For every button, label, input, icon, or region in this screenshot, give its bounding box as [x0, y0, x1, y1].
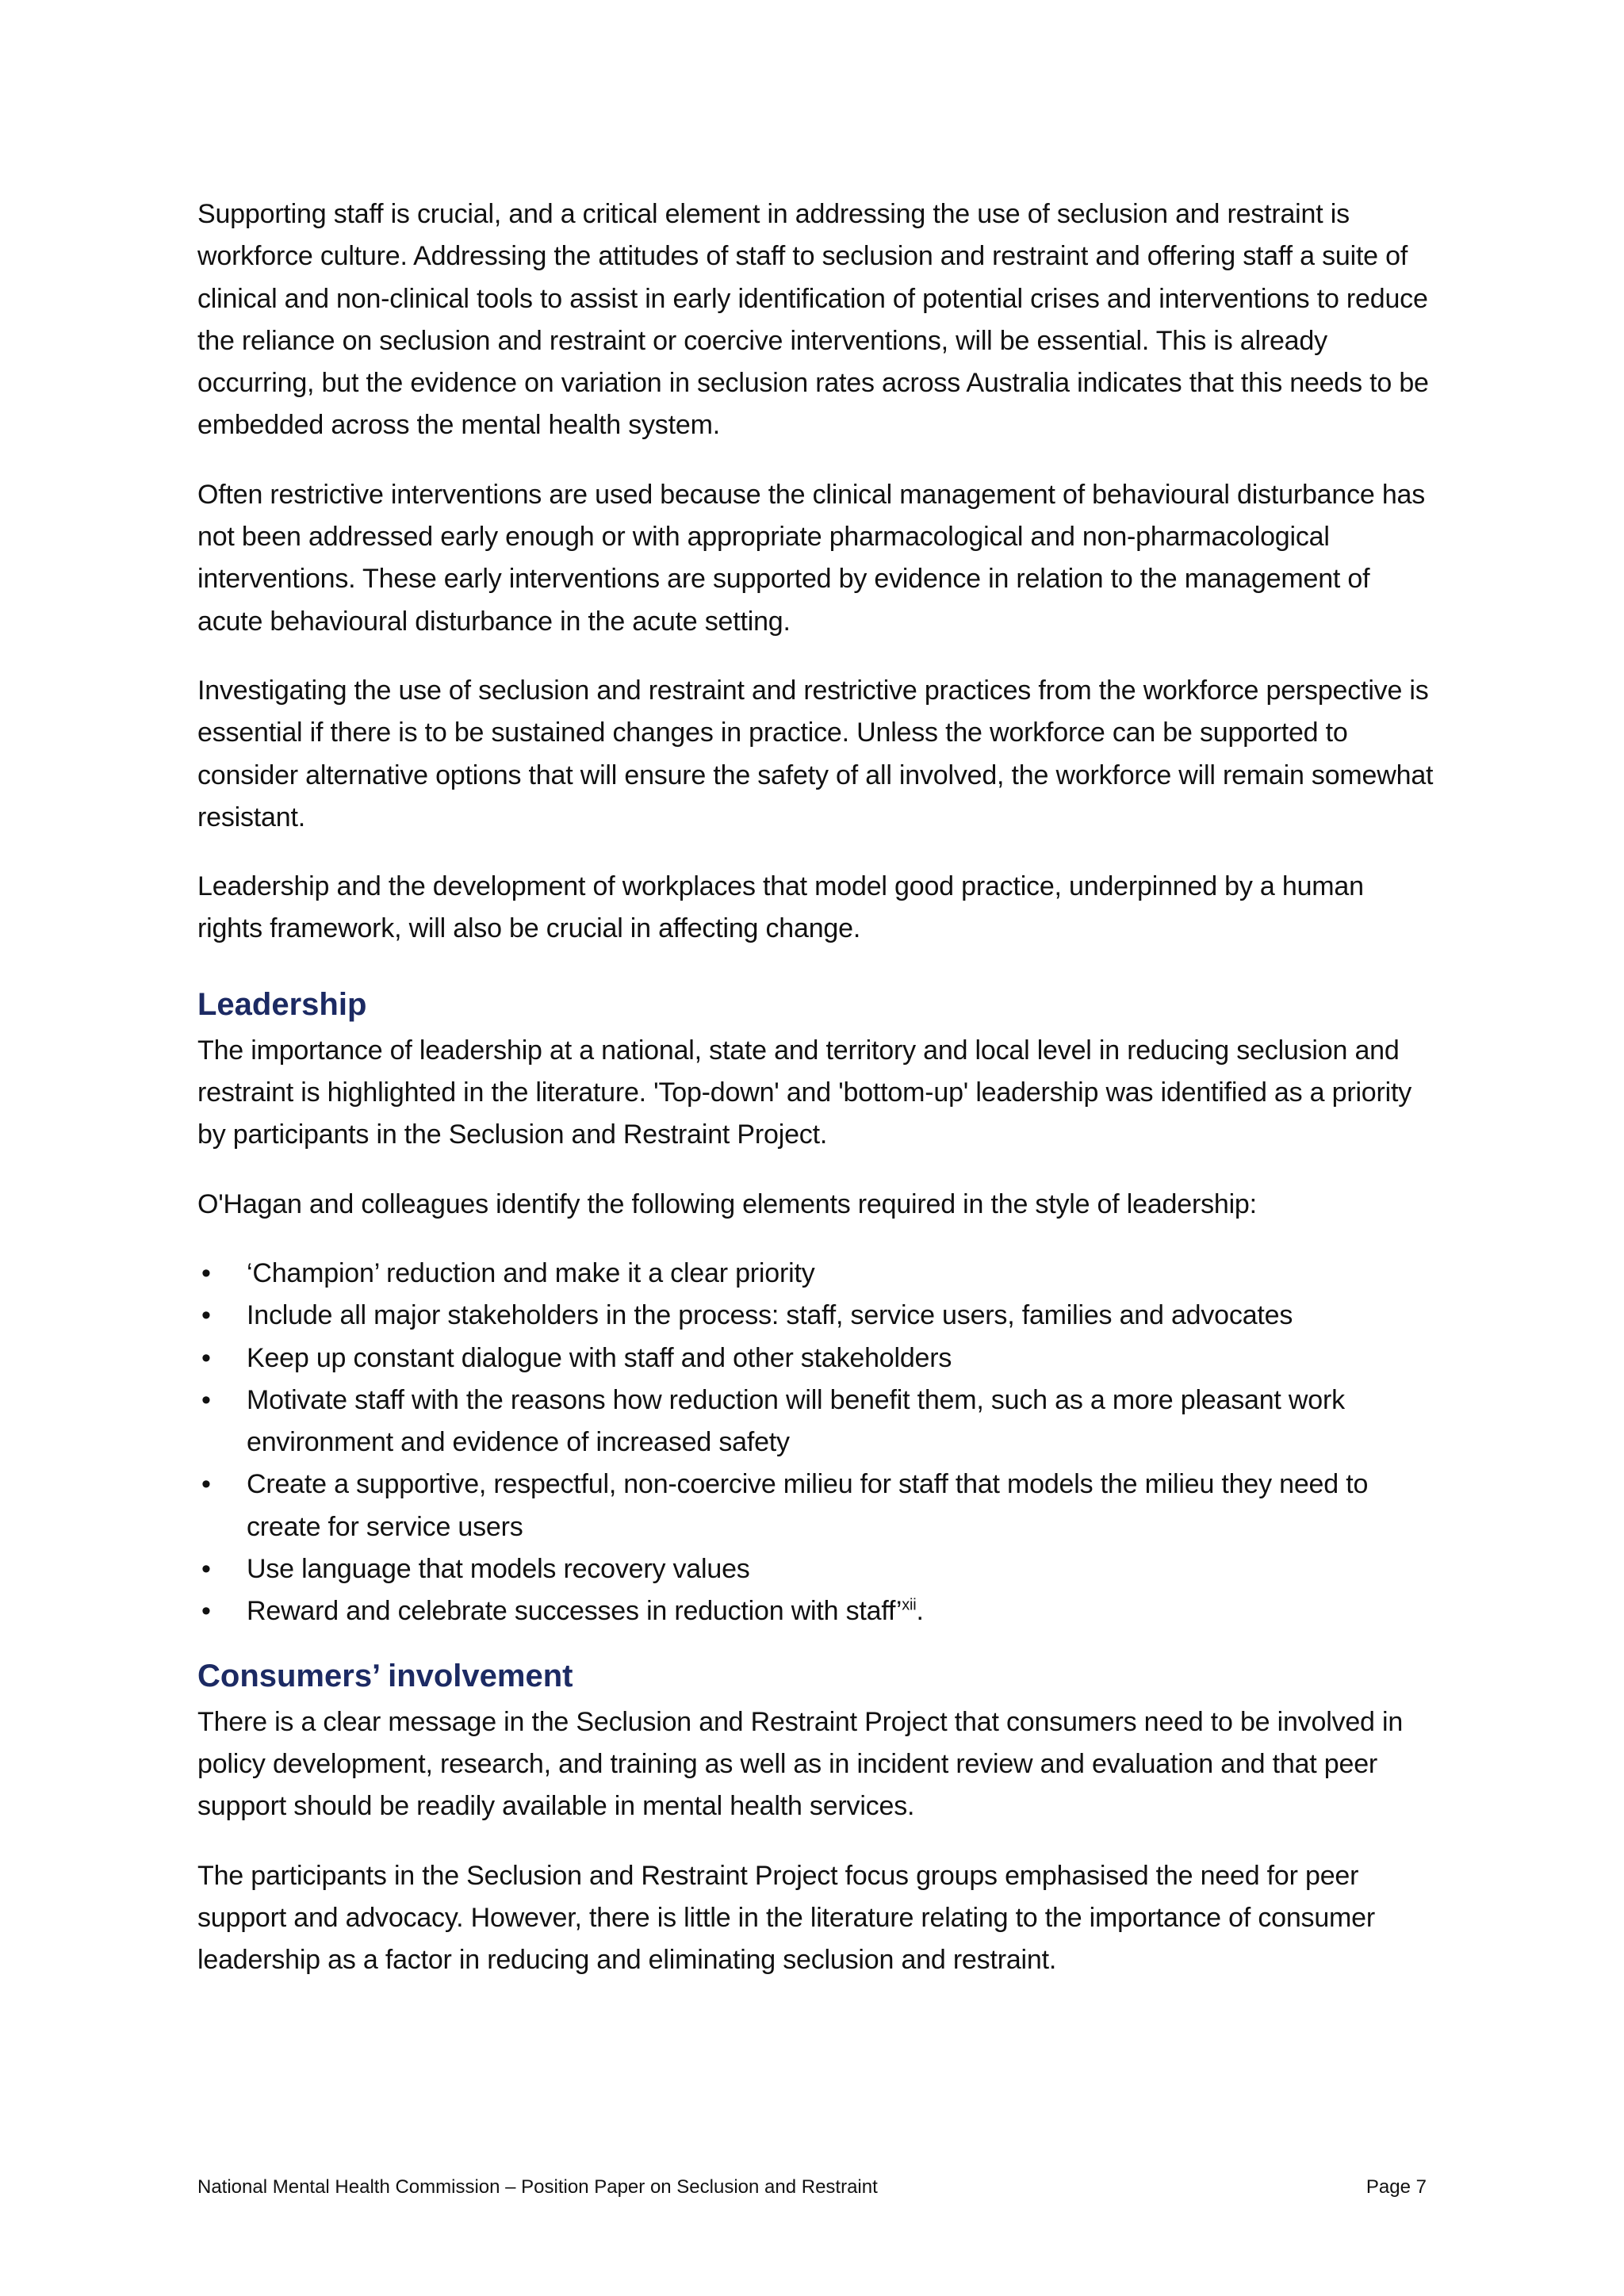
leadership-paragraph-1: The importance of leadership at a national, state and territory and local level in reducing seclusion and restraint is highlighted in the literature. 'Top-down' and 'bottom-up' leadership was identified as a priority by participants in the Seclusion and Restraint Project. — [197, 1035, 1412, 1150]
intro-paragraph-2: Often restrictive interventions are used because the clinical management of behavioural disturbance has not been addressed early enough or with appropriate pharmacological and non-pharmacological interventions. These early interventions are supported by evidence in relation to the management of acute behavioural disturbance in the acute setting. — [197, 479, 1426, 637]
bullet-icon: • — [201, 1384, 211, 1415]
leadership-heading: Leadership — [197, 986, 367, 1022]
bullet-icon: • — [201, 1469, 211, 1500]
list-item-text: Keep up constant dialogue with staff and other stakeholders — [247, 1342, 952, 1373]
footnote-reference: xii — [902, 1596, 917, 1614]
bullet-icon: • — [201, 1554, 211, 1585]
list-item — [197, 1295, 1434, 1337]
leadership-bullet-list — [197, 1253, 1434, 1633]
bullet-icon: • — [201, 1300, 211, 1331]
bullet-icon: • — [201, 1342, 211, 1373]
list-item — [197, 1380, 1434, 1464]
page-footer — [197, 2175, 1427, 2199]
bullet-icon: • — [201, 1596, 211, 1627]
footer-page-number: Page 7 — [1365, 2176, 1427, 2198]
list-item-text: Create a supportive, respectful, non-coercive milieu for staff that models the milieu they need to create for service users — [247, 1469, 1369, 1542]
intro-paragraph-4: Leadership and the development of workplaces that model good practice, underpinned by a human rights framework, will also be crucial in affecting change. — [197, 871, 1364, 944]
footer-document-title: National Mental Health Commission – Position Paper on Seclusion and Restraint — [197, 2176, 878, 2198]
document-page — [197, 193, 1434, 2008]
bullet-icon: • — [201, 1257, 211, 1288]
intro-paragraph-3: Investigating the use of seclusion and restraint and restrictive practices from the workforce perspective is essential if there is to be sustained changes in practice. Unless the workforce can be supported to consider alternative options that will ensure the safety of all involved, the workforce will remain somewhat resistant. — [197, 675, 1434, 832]
list-item — [197, 1590, 1434, 1632]
list-item-text: Reward and celebrate successes in reduction with staff’ — [247, 1596, 902, 1627]
list-item — [197, 1548, 1434, 1590]
list-item — [197, 1337, 1434, 1380]
list-item-end: . — [916, 1596, 924, 1627]
consumers-paragraph-1: There is a clear message in the Seclusion and Restraint Project that consumers need to be involved in policy development, research, and training as well as in incident review and evaluation and that peer support should be readily available in mental health services. — [197, 1706, 1404, 1822]
list-item-text: Use language that models recovery values — [247, 1554, 750, 1585]
leadership-paragraph-2: O'Hagan and colleagues identify the following elements required in the style of leadership: — [197, 1188, 1257, 1219]
consumers-involvement-heading: Consumers’ involvement — [197, 1658, 573, 1693]
list-item-text: Motivate staff with the reasons how reduction will benefit them, such as a more pleasant work environment and evidence of increased safety — [247, 1384, 1345, 1458]
intro-paragraph-1: Supporting staff is crucial, and a critical element in addressing the use of seclusion and restraint is workforce culture. Addressing the attitudes of staff to seclusion and restraint and offering staff a suite of clinical and non-clinical tools to assist in early identification of potential crises and interventions to reduce the reliance on seclusion and restraint or coercive interventions, will be essential. This is already occurring, but the evidence on variation in seclusion rates across Australia indicates that this needs to be embedded across the mental health system. — [197, 199, 1429, 441]
list-item-text: ‘Champion’ reduction and make it a clear priority — [247, 1257, 815, 1288]
list-item — [197, 1253, 1434, 1295]
list-item-text: Include all major stakeholders in the process: staff, service users, families and advocates — [247, 1300, 1293, 1331]
consumers-paragraph-2: The participants in the Seclusion and Restraint Project focus groups emphasised the need for peer support and advocacy. However, there is little in the literature relating to the importance of consumer leadership as a factor in reducing and eliminating seclusion and restraint. — [197, 1860, 1375, 1976]
list-item — [197, 1464, 1434, 1548]
